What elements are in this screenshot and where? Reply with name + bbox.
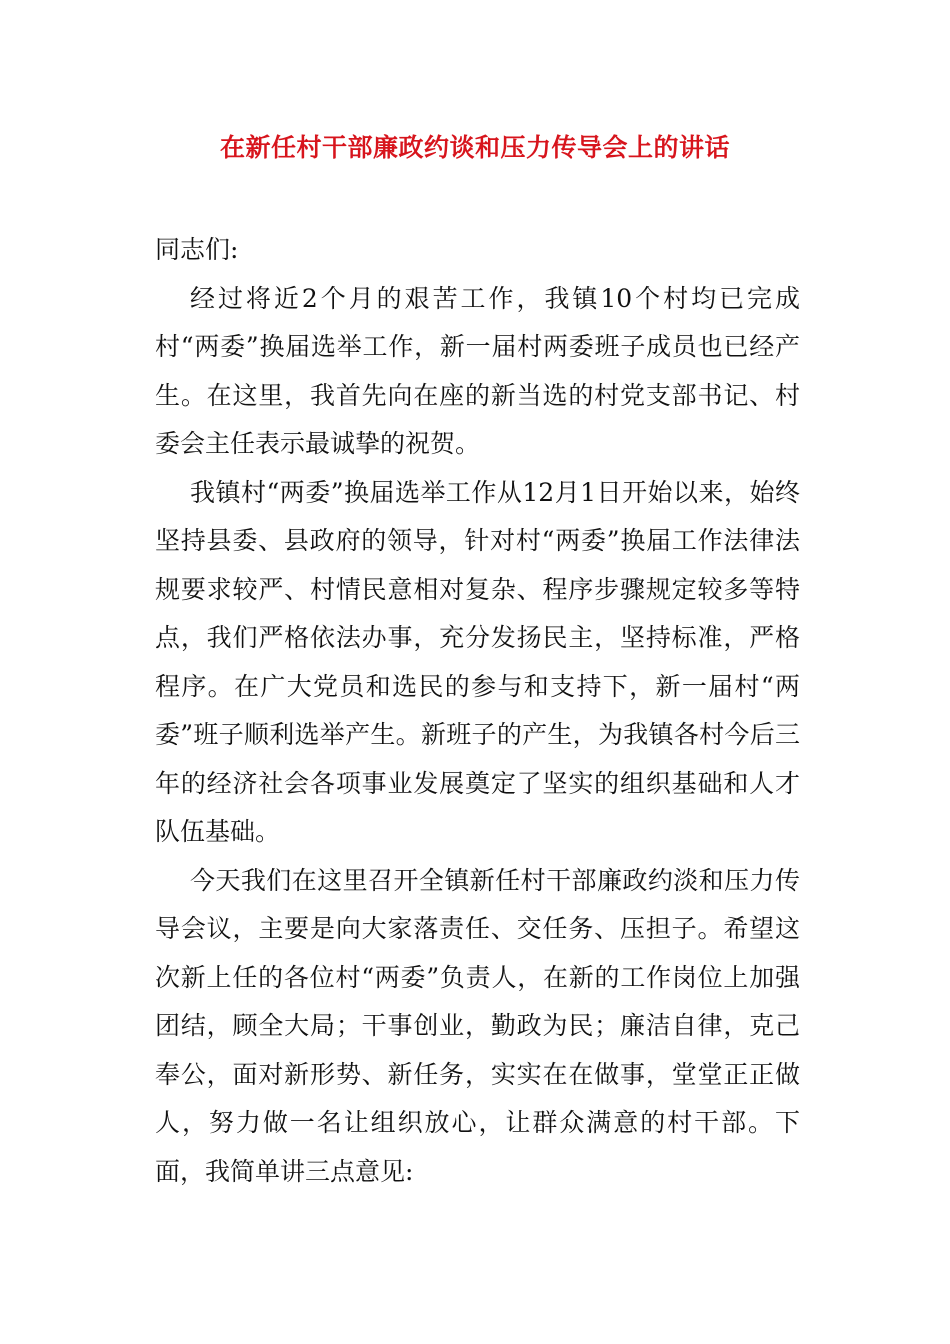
- paragraph-1: 经过将近2个月的艰苦工作，我镇10个村均已完成村“两委”换届选举工作，新一届村两委班子成员也已经产生。在这里，我首先向在座的新当选的村党支部书记、村委会主任表示最诚挚的祝贺。: [155, 283, 800, 458]
- paragraph-3: 今天我们在这里召开全镇新任村干部廉政约淡和压力传导会议，主要是向大家落责任、交任务、压担子。希望这次新上任的各位村“两委”负责人，在新的工作岗位上加强团结，顾全大局；干事创业，勤政为民；廉洁自律，克己奉公，面对新形势、新任务，实实在在做事，堂堂正正做人，努力做一名让组织放心，让群众满意的村干部。下面，我简单讲三点意见:: [155, 865, 800, 1186]
- paragraph-2: 我镇村“两委”换届选举工作从12月1日开始以来，始终坚持县委、县政府的领导，针对村“两委”换届工作法律法规要求较严、村情民意相对复杂、程序步骤规定较多等特点，我们严格依法办事，充分发扬民主，坚持标准，严格程序。在广大党员和选民的参与和支持下，新一届村“两委”班子顺利选举产生。新班子的产生，为我镇各村今后三年的经济社会各项事业发展奠定了坚实的组织基础和人才队伍基础。: [155, 477, 800, 846]
- document-title: 在新任村干部廉政约谈和压力传导会上的讲话: [219, 133, 730, 162]
- salutation: 同志们:: [155, 235, 239, 264]
- document-body: [155, 226, 800, 1196]
